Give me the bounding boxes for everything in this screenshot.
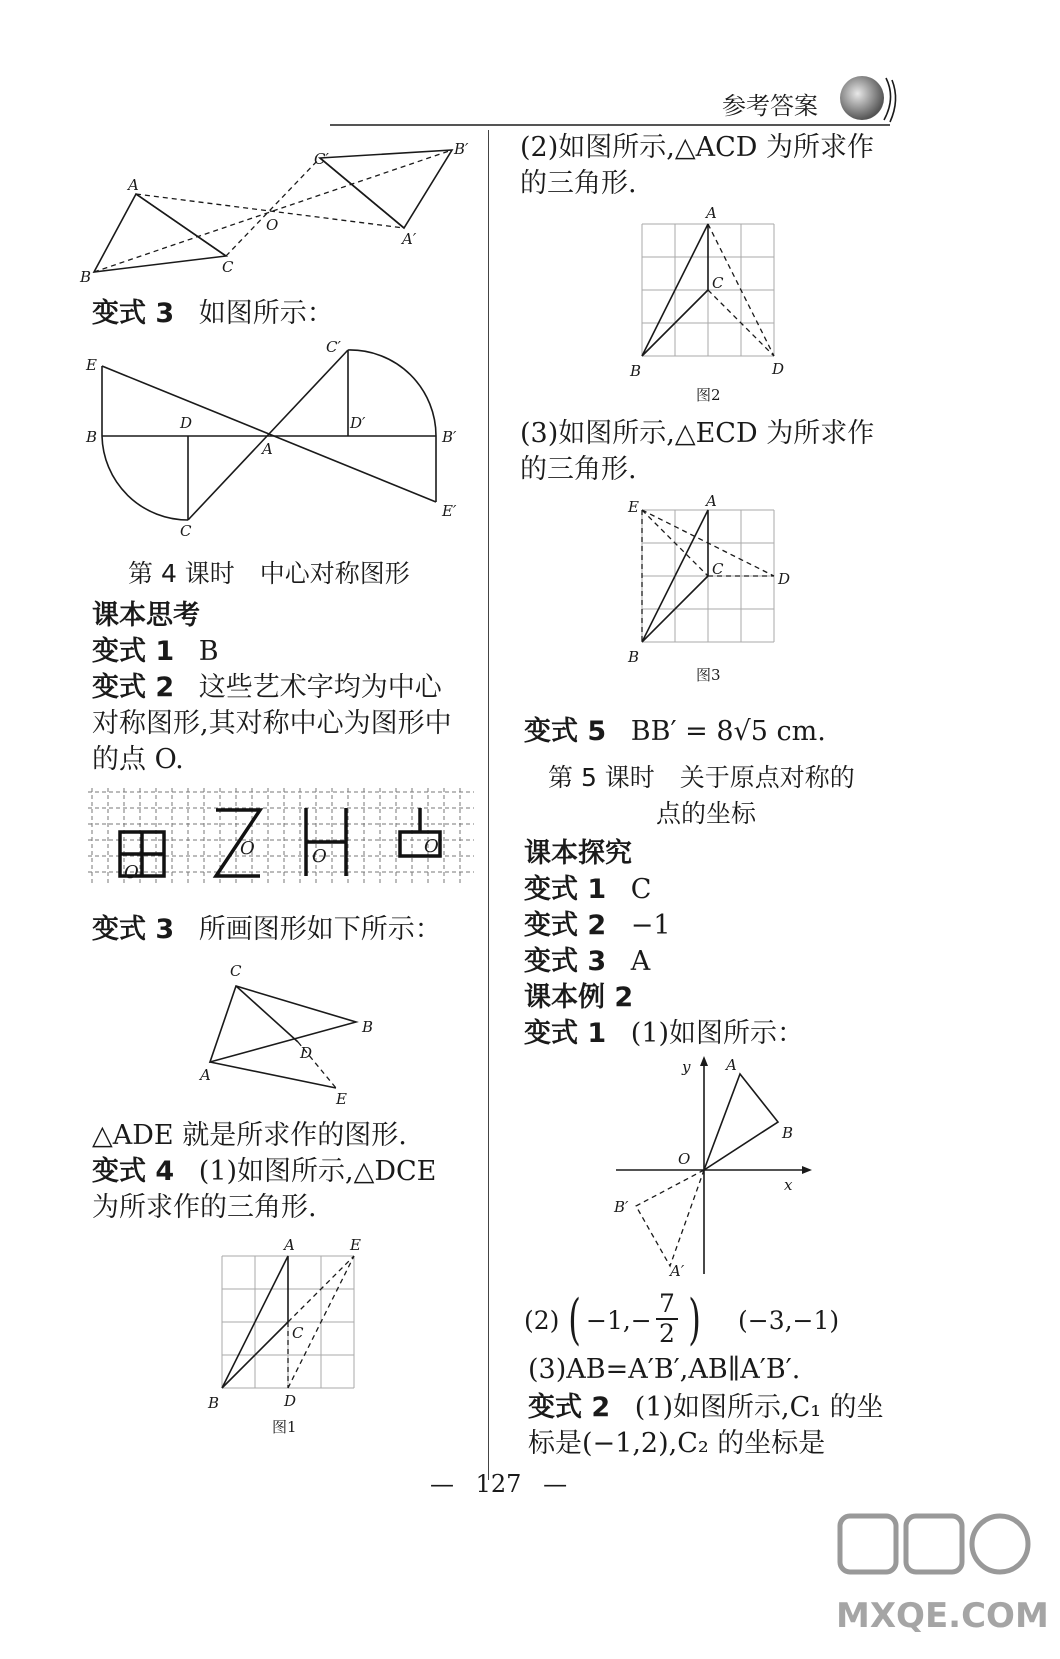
v1-answer: B	[198, 636, 219, 667]
label-C: C	[712, 560, 724, 578]
p3-text1: (3)如图所示,△ECD 为所求作	[520, 418, 875, 449]
lesson4-title: 第 4 课时 中心对称图形	[128, 559, 410, 588]
label-A: A	[200, 1066, 211, 1084]
label-A-prime: A′	[402, 230, 417, 248]
v1-label: 变式 1	[92, 636, 175, 667]
v4-line	[92, 1154, 436, 1190]
label-E: E	[628, 498, 639, 516]
ade-line: △ADE 就是所求作的图形.	[92, 1120, 407, 1151]
label-D: D	[284, 1392, 297, 1410]
pattern-o-4: O	[424, 836, 439, 857]
label-x: x	[784, 1176, 793, 1194]
v2-text3: 的点 O.	[92, 744, 184, 775]
fig-rotation	[80, 132, 480, 292]
r2-label: 变式 2	[528, 1392, 611, 1423]
v3a-text: 如图所示：	[198, 298, 334, 329]
v4-text2: 为所求作的三角形.	[92, 1192, 317, 1223]
section-1-heading: 课本思考	[92, 600, 200, 631]
label-B: B	[630, 362, 642, 380]
pattern-o-3: O	[312, 846, 327, 867]
r2-line	[528, 1390, 884, 1426]
page-number-right-dash: —	[543, 1470, 568, 1498]
e1-line	[524, 872, 651, 908]
v2-label: 变式 2	[92, 672, 175, 703]
label-A: A	[706, 204, 717, 222]
label-B-prime: B′	[442, 428, 457, 446]
header-ball-icon	[838, 72, 898, 128]
label-C-prime: C′	[314, 150, 329, 168]
label-C-prime: C′	[326, 338, 341, 356]
column-divider	[488, 130, 489, 1480]
fig2	[628, 204, 808, 414]
label-A: A	[706, 492, 717, 510]
pattern-o-1: O	[124, 862, 139, 883]
page-number-value: 127	[475, 1470, 522, 1498]
fig2-caption: 图2	[696, 386, 721, 404]
e3-answer: A	[630, 946, 651, 977]
label-y: y	[682, 1058, 691, 1076]
q2-paren-close: )	[688, 1288, 701, 1351]
fig1	[208, 1236, 388, 1446]
fig-ade	[196, 958, 396, 1108]
r1-text: (1)如图所示：	[630, 1018, 805, 1049]
label-D: D	[772, 360, 785, 378]
label-B-prime: B′	[614, 1198, 629, 1216]
v4-text1: (1)如图所示,△DCE	[198, 1156, 437, 1187]
v5-label: 变式 5	[524, 716, 607, 747]
label-A-prime: A′	[670, 1262, 685, 1280]
label-E: E	[336, 1090, 347, 1108]
r2-text2: 标是(−1,2),C₂ 的坐标是	[528, 1428, 826, 1459]
section-3-heading: 课本例 2	[524, 982, 634, 1013]
label-O: O	[266, 216, 279, 234]
label-O: O	[678, 1150, 691, 1168]
e3-label: 变式 3	[524, 946, 607, 977]
e2-answer: −1	[630, 910, 671, 941]
v3b-text: 所画图形如下所示：	[198, 914, 442, 945]
label-B: B	[628, 648, 640, 666]
r2-text1: (1)如图所示,C₁ 的坐	[634, 1392, 884, 1423]
fig3-caption: 图3	[696, 666, 721, 684]
e1-label: 变式 1	[524, 874, 607, 905]
p2-text1: (2)如图所示,△ACD 为所求作	[520, 132, 874, 163]
q3-line: (3)AB=A′B′,AB∥A′B′.	[528, 1354, 801, 1385]
fig-semicircle	[84, 340, 484, 540]
q2-prefix: (2)	[524, 1306, 560, 1335]
header-rule	[330, 124, 890, 126]
lesson5-title-1: 第 5 课时 关于原点对称的	[548, 763, 855, 792]
fig-coordinate	[606, 1052, 826, 1282]
q2-numerator: 7	[659, 1289, 675, 1318]
v3b-label: 变式 3	[92, 914, 175, 945]
label-E: E	[350, 1236, 361, 1254]
v1-line	[92, 634, 219, 670]
v5-text: BB′ = 8√5 cm.	[630, 716, 826, 747]
label-D: D	[180, 414, 193, 432]
lesson5-title-2: 点的坐标	[656, 799, 757, 828]
label-D-prime: D′	[350, 414, 366, 432]
fig1-caption: 图1	[272, 1418, 297, 1436]
label-B: B	[80, 268, 92, 286]
label-E-prime: E′	[442, 502, 457, 520]
page-number-left-dash: —	[430, 1470, 454, 1498]
label-B: B	[362, 1018, 374, 1036]
label-B: B	[208, 1394, 220, 1412]
label-A: A	[128, 176, 139, 194]
fig3	[626, 494, 806, 694]
v3a-line	[92, 296, 334, 332]
label-D: D	[300, 1044, 313, 1062]
v2-text2: 对称图形,其对称中心为图形中	[92, 708, 452, 739]
p3-text2: 的三角形.	[520, 454, 637, 485]
label-C: C	[222, 258, 234, 276]
pattern-o-2: O	[240, 838, 255, 859]
label-B-prime: B′	[454, 140, 469, 158]
label-C: C	[712, 274, 724, 292]
e2-label: 变式 2	[524, 910, 607, 941]
label-A: A	[262, 440, 273, 458]
e2-line	[524, 908, 671, 944]
e1-answer: C	[630, 874, 652, 905]
v2-text1: 这些艺术字均为中心	[198, 672, 442, 703]
r1-line	[524, 1016, 804, 1052]
watermark-logo-icon	[836, 1508, 1036, 1588]
section-2-heading: 课本探究	[524, 838, 632, 869]
header-title: 参考答案	[722, 92, 818, 120]
v3b-line	[92, 912, 442, 948]
v2-line	[92, 670, 442, 706]
label-C: C	[230, 962, 242, 980]
r1-label: 变式 1	[524, 1018, 607, 1049]
page-number	[430, 1470, 567, 1498]
watermark	[836, 1508, 1049, 1648]
v3a-label: 变式 3	[92, 298, 175, 329]
label-D: D	[778, 570, 791, 588]
q2-coord-a: −1,−	[586, 1306, 652, 1335]
q2-paren-open: (	[568, 1288, 581, 1351]
label-A: A	[284, 1236, 295, 1254]
label-C: C	[180, 522, 192, 540]
q2-denominator: 2	[659, 1319, 675, 1348]
e3-line	[524, 944, 650, 980]
p2-text2: 的三角形.	[520, 168, 637, 199]
q2-coord-b: (−3,−1)	[738, 1306, 840, 1335]
label-B: B	[86, 428, 98, 446]
label-C: C	[292, 1324, 304, 1342]
v4-label: 变式 4	[92, 1156, 175, 1187]
label-B: B	[782, 1124, 794, 1142]
label-A: A	[726, 1056, 737, 1074]
watermark-text: MXQE.COM	[836, 1596, 1049, 1636]
v5-line	[524, 714, 826, 750]
q2-fraction	[656, 1290, 678, 1348]
label-E: E	[86, 356, 97, 374]
fig-pattern-grid	[88, 788, 474, 888]
